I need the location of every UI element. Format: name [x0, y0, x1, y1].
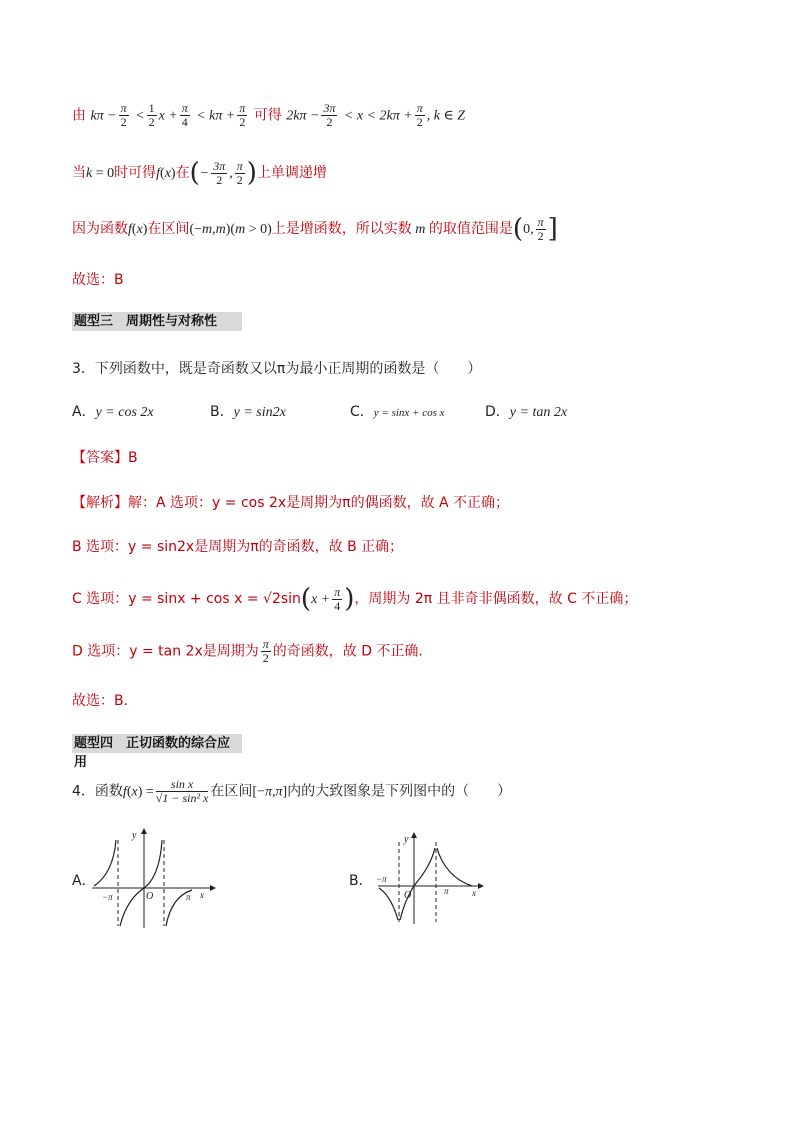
option-d: D．y = tan 2x	[485, 404, 568, 420]
graph-b	[374, 830, 484, 926]
question-4: 4．函数f(x) = $\frac{\text{sin x}}{\text{√1 − sin² x}}$ 在区间[−π,π]内的大致图象是下列图中的（ ）	[72, 777, 512, 805]
svg-text:y: y	[404, 834, 409, 845]
derivation-line-1: 由 kπ − $\frac{\pi}{2}$ < $\frac{1}{2}$ x + $\frac{\pi}{4}$ < kπ + $\frac{\pi}{2}$ 可得 2kπ − $\frac{3\pi}{2}$ < x < 2kπ + $\frac{\pi}{2}$ , k ∈ Z	[72, 101, 466, 129]
graph-b-label: B．	[349, 873, 373, 889]
svg-text:O: O	[404, 890, 412, 901]
option-c: C．y = sinx + cos x	[350, 404, 445, 420]
svg-text:π: π	[444, 886, 449, 896]
graph-a-label: A．	[72, 873, 96, 889]
svg-text:x: x	[200, 890, 204, 900]
svg-text:O: O	[146, 891, 154, 902]
analysis-a: 【解析】解：A 选项：y = cos 2x是周期为π的偶函数，故 A 不正确；	[72, 495, 510, 511]
derivation-line-3: 因为函数f(x)在区间(−m,m)(m > 0)上是增函数，所以实数 m 的取值范围是(0, $\frac{\pi}{2}$ ]	[72, 214, 558, 244]
svg-text:−π: −π	[376, 874, 387, 884]
derivation-line-2: 当k = 0时可得f(x)在(− $\frac{3\pi}{2}$ , $\frac{\pi}{2}$ )上单调递增	[72, 158, 327, 188]
question-3: 3．下列函数中，既是奇函数又以π为最小正周期的函数是（ ）	[72, 361, 482, 377]
svg-text:π: π	[186, 892, 191, 902]
svg-text:x: x	[472, 888, 476, 898]
section-header-4: 题型四 正切函数的综合应用	[72, 734, 242, 753]
analysis-b: B 选项：y = sin2x是周期为π的奇函数，故 B 正确；	[72, 539, 404, 555]
analysis-c: C 选项：y = sinx + cos x = √2sin(x + $\frac{\pi}{4}$ )，周期为 2π 且非奇非偶函数，故 C 不正确；	[72, 584, 638, 614]
svg-text:y: y	[132, 830, 137, 841]
option-b: B．y = sin2x	[210, 404, 286, 420]
conclusion-line: 故选：B	[72, 272, 124, 288]
svg-text:−π: −π	[102, 892, 113, 902]
analysis-d: D 选项：y = tan 2x是周期为 $\frac{\pi}{2}$ 的奇函数，故 D 不正确.	[72, 637, 423, 665]
answer-line: 【答案】B	[72, 450, 138, 466]
graph-a	[92, 826, 216, 930]
analysis-conclusion: 故选：B.	[72, 693, 129, 709]
section-header-3: 题型三 周期性与对称性	[72, 312, 242, 331]
option-a: A．y = cos 2x	[72, 404, 154, 420]
